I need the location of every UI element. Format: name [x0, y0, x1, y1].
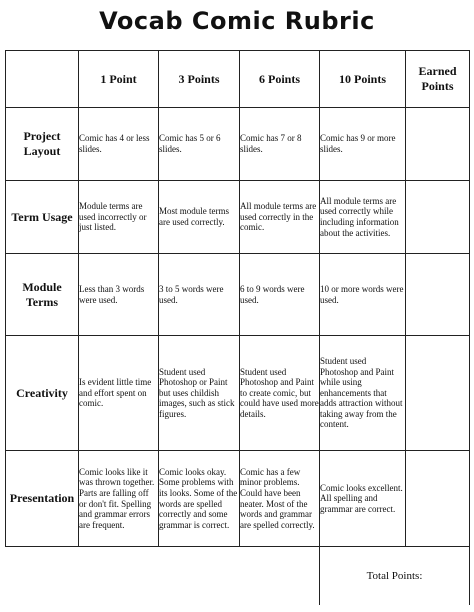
total-row: [6, 547, 470, 605]
table-row: [6, 451, 470, 547]
cell-presentation-1: Comic looks like it was thrown together. Parts are falling off or don't fit. Spelling and grammar errors are frequent.: [79, 451, 159, 547]
earned-presentation[interactable]: [406, 451, 470, 547]
header-10-points: 10 Points: [320, 51, 406, 108]
cell-term-usage-6: All module terms are used correctly in the comic.: [240, 181, 320, 254]
criterion-module-terms: Module Terms: [6, 254, 79, 336]
page-title: Vocab Comic Rubric: [99, 7, 375, 35]
criterion-project-layout: Project Layout: [6, 108, 79, 181]
cell-project-layout-3: Comic has 5 or 6 slides.: [159, 108, 240, 181]
table-row: [6, 254, 470, 336]
cell-creativity-6: Student used Photoshop and Paint to create comic, but could have used more details.: [240, 336, 320, 451]
earned-term-usage[interactable]: [406, 181, 470, 254]
cell-module-terms-1: Less than 3 words were used.: [79, 254, 159, 336]
total-row-spacer: [6, 547, 320, 605]
cell-presentation-10: Comic looks excellent. All spelling and grammar are correct.: [320, 451, 406, 547]
cell-module-terms-10: 10 or more words were used.: [320, 254, 406, 336]
cell-project-layout-10: Comic has 9 or more slides.: [320, 108, 406, 181]
cell-term-usage-1: Module terms are used incorrectly or just listed.: [79, 181, 159, 254]
earned-project-layout[interactable]: [406, 108, 470, 181]
earned-module-terms[interactable]: [406, 254, 470, 336]
header-6-points: 6 Points: [240, 51, 320, 108]
header-earned-points: Earned Points: [406, 51, 470, 108]
cell-presentation-3: Comic looks okay. Some problems with its looks. Some of the words are spelled correctly and some grammar is correct.: [159, 451, 240, 547]
total-points-label[interactable]: Total Points:: [320, 547, 470, 605]
cell-project-layout-1: Comic has 4 or less slides.: [79, 108, 159, 181]
criterion-presentation: Presentation: [6, 451, 79, 547]
criterion-term-usage: Term Usage: [6, 181, 79, 254]
cell-presentation-6: Comic has a few minor problems. Could have been neater. Most of the words and grammar are spelled correctly.: [240, 451, 320, 547]
header-row: [6, 51, 470, 108]
cell-module-terms-6: 6 to 9 words were used.: [240, 254, 320, 336]
table-row: [6, 108, 470, 181]
table-row: [6, 181, 470, 254]
cell-creativity-3: Student used Photoshop or Paint but uses childish images, such as stick figures.: [159, 336, 240, 451]
header-blank: [6, 51, 79, 108]
rubric-table: [5, 50, 470, 605]
cell-project-layout-6: Comic has 7 or 8 slides.: [240, 108, 320, 181]
cell-creativity-1: Is evident little time and effort spent on comic.: [79, 336, 159, 451]
cell-creativity-10: Student used Photoshop and Paint while using enhancements that adds attraction without taking away from the content.: [320, 336, 406, 451]
criterion-creativity: Creativity: [6, 336, 79, 451]
earned-creativity[interactable]: [406, 336, 470, 451]
cell-module-terms-3: 3 to 5 words were used.: [159, 254, 240, 336]
table-row: [6, 336, 470, 451]
header-1-point: 1 Point: [79, 51, 159, 108]
header-3-points: 3 Points: [159, 51, 240, 108]
cell-term-usage-10: All module terms are used correctly while including information about the activities.: [320, 181, 406, 254]
cell-term-usage-3: Most module terms are used correctly.: [159, 181, 240, 254]
